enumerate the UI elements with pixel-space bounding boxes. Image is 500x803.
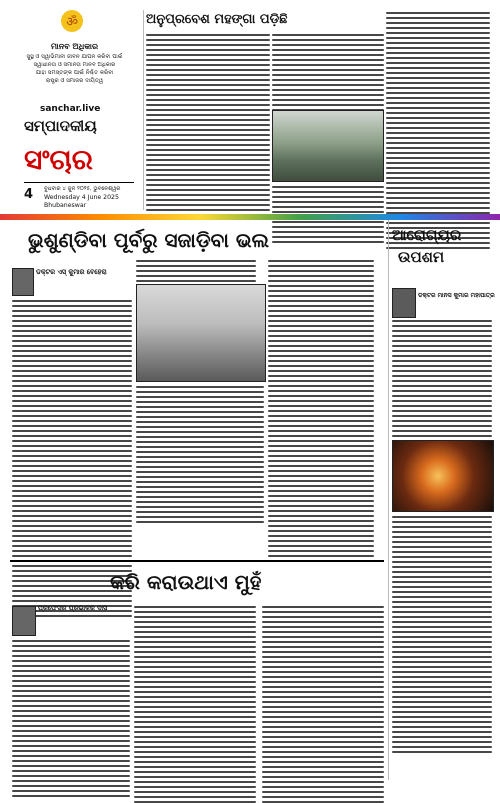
bottom-story-author-photo [12, 606, 36, 636]
city: Bhubaneswar [44, 202, 87, 209]
odia-date: ବୁଧବାର ୪ ଜୁନ ୨୦୨୫, ଭୁବନେଶ୍ୱର [44, 186, 121, 192]
human-rights-heading: ମାନବ ଅଧିକାର [50, 42, 99, 51]
health-byline: ଡକ୍ଟର ମାନସ କୁମାର ମହାପାତ୍ର [418, 292, 495, 299]
human-rights-line-2: ସ୍ୱାଧୀନତା ଓ ସମାନତା ମାନବ ଅଧିକାର [33, 62, 116, 68]
main-story-column-3 [268, 260, 374, 557]
health-title-line-1: ଆରୋଗ୍ୟର [392, 226, 462, 244]
main-story-byline: ଡକ୍ଟର ଏସ୍ କୁମାର ବେହେରା [36, 268, 107, 276]
bottom-story-byline: ପ୍ରଫେସର ପ୍ରଭାକର ଦାସ [38, 604, 108, 612]
main-story-column-2b [136, 386, 264, 523]
top-article-column-2 [272, 34, 384, 111]
top-photo [272, 110, 384, 182]
health-author-photo [392, 288, 416, 318]
brand-text: ସଂଚାର [24, 143, 93, 176]
top-article-column-1 [146, 34, 270, 211]
edition-number: 4 [24, 187, 34, 202]
bottom-story-column-1 [12, 640, 130, 797]
emblem-icon [58, 8, 86, 34]
health-title-line-2: ଉପଶମ [398, 248, 445, 266]
health-photo [392, 440, 494, 512]
brand-wordmark [24, 140, 134, 180]
top-article-headline: ଅନୁପ୍ରବେଶ ମହଙ୍ଗା ପଡ଼ିଛି [146, 12, 288, 27]
human-rights-line-1: ସୁସ୍ଥ ଓ ସ୍ୱାଭିମାନୀ ଜୀବନ ଯାପନ କରିବା ପାଇଁ [26, 54, 123, 60]
main-story-author-photo [12, 268, 34, 296]
human-rights-box [12, 42, 137, 100]
health-column-2 [392, 516, 492, 753]
main-story-photo [136, 284, 266, 382]
svg-text:ॐ: ॐ [66, 15, 78, 30]
bottom-story-headline: କରି କରାଉଥାଏ ମୁହଁ [110, 570, 262, 594]
color-strip [0, 214, 500, 220]
health-column-1 [392, 320, 492, 437]
site-url[interactable]: sanchar.live [40, 104, 101, 114]
main-story-headline: ଭୁଶୁଣ୍ଡିବା ପୂର୍ବରୁ ସଜାଡ଼ିବା ଭଲ [28, 228, 269, 252]
human-rights-line-3: ଯାହା ସମସ୍ତଙ୍କ ପାଇଁ ନିଶ୍ଚିତ କରିବା [35, 70, 114, 76]
english-date: Wednesday 4 June 2025 [44, 194, 119, 201]
bottom-story-column-3 [262, 606, 384, 803]
human-rights-line-4: ରାଷ୍ଟ୍ର ଓ ସମାଜର ଦାୟିତ୍ୱ [45, 78, 104, 84]
bottom-story-column-2 [134, 606, 256, 803]
editorial-title: ସମ୍ପାଦକୀୟ [24, 117, 97, 135]
